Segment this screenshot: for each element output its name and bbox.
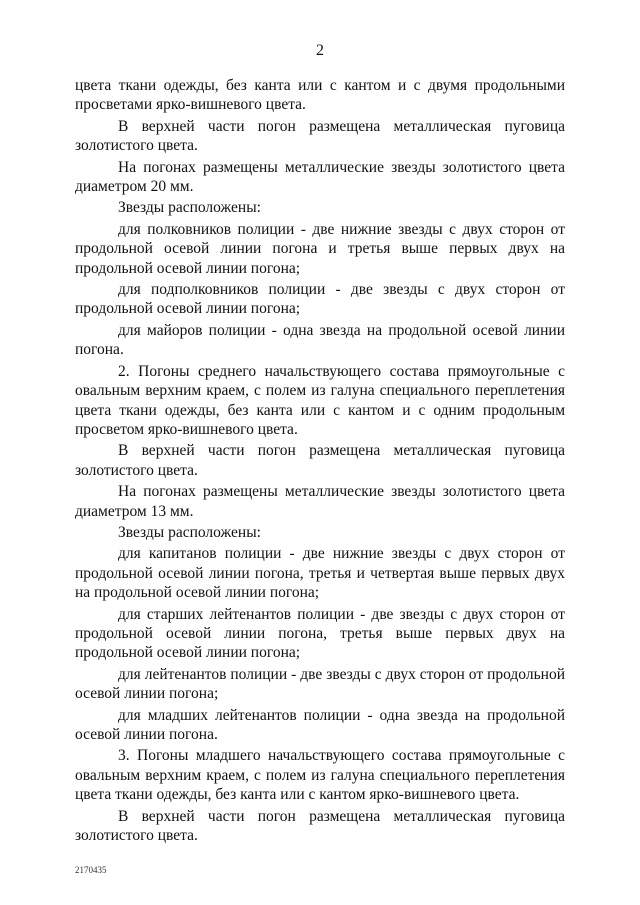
paragraph-continuation: цвета ткани одежды, без канта или с кантом и с двумя продольными просветами ярко-вишневого цвета.	[75, 77, 565, 114]
paragraph-section-3: 3. Погоны младшего начальствующего состава прямоугольные с овальным верхним краем, с полем из галуна специального переплетения цвета ткани одежды, без канта или с кантом ярко-вишневого цвета.	[75, 747, 565, 804]
paragraph-stars-13mm: На погонах размещены металлические звезды золотистого цвета диаметром 13 мм.	[75, 483, 565, 520]
paragraph-colonels: для полковников полиции - две нижние звезды с двух сторон от продольной осевой линии погона и третья выше первых двух на продольной осевой линии погона;	[75, 220, 565, 277]
paragraph-lieutenants: для лейтенантов полиции - две звезды с двух сторон от продольной осевой линии погона;	[75, 665, 565, 703]
paragraph-button-second-rank: В верхней части погон размещена металлическая пуговица золотистого цвета.	[75, 442, 565, 479]
document-body	[75, 76, 565, 847]
paragraph-lieutenant-colonels: для подполковников полиции - две звезды с двух сторон от продольной осевой линии погона;	[75, 281, 565, 318]
paragraph-majors: для майоров полиции - одна звезда на продольной осевой линии погона.	[75, 321, 565, 359]
paragraph-senior-lieutenants: для старших лейтенантов полиции - две звезды с двух сторон от продольной осевой линии погона, третья выше первых двух на продольной осевой линии погона;	[75, 605, 565, 662]
paragraph-button-third-rank: В верхней части погон размещена металлическая пуговица золотистого цвета.	[75, 807, 565, 845]
paragraph-junior-lieutenants: для младших лейтенантов полиции - одна звезда на продольной осевой линии погона.	[75, 706, 565, 743]
paragraph-stars-20mm: На погонах размещены металлические звезды золотистого цвета диаметром 20 мм.	[75, 158, 565, 196]
paragraph-stars-arrangement-heading-2: Звезды расположены:	[118, 523, 261, 541]
paragraph-stars-arrangement-heading: Звезды расположены:	[118, 199, 261, 217]
paragraph-button-first-rank: В верхней части погон размещена металлическая пуговица золотистого цвета.	[75, 117, 565, 155]
document-code: 2170435	[75, 865, 107, 875]
paragraph-captains: для капитанов полиции - две нижние звезды с двух сторон от продольной осевой линии погона, третья и четвертая выше первых двух на продольной осевой линии погона;	[75, 545, 565, 602]
page-number: 2	[316, 42, 324, 59]
paragraph-section-2: 2. Погоны среднего начальствующего состава прямоугольные с овальным верхним краем, с полем из галуна специального переплетения цвета ткани одежды, без канта или с кантом и с одним продольным просветом ярко-вишневого цвета.	[75, 362, 565, 438]
